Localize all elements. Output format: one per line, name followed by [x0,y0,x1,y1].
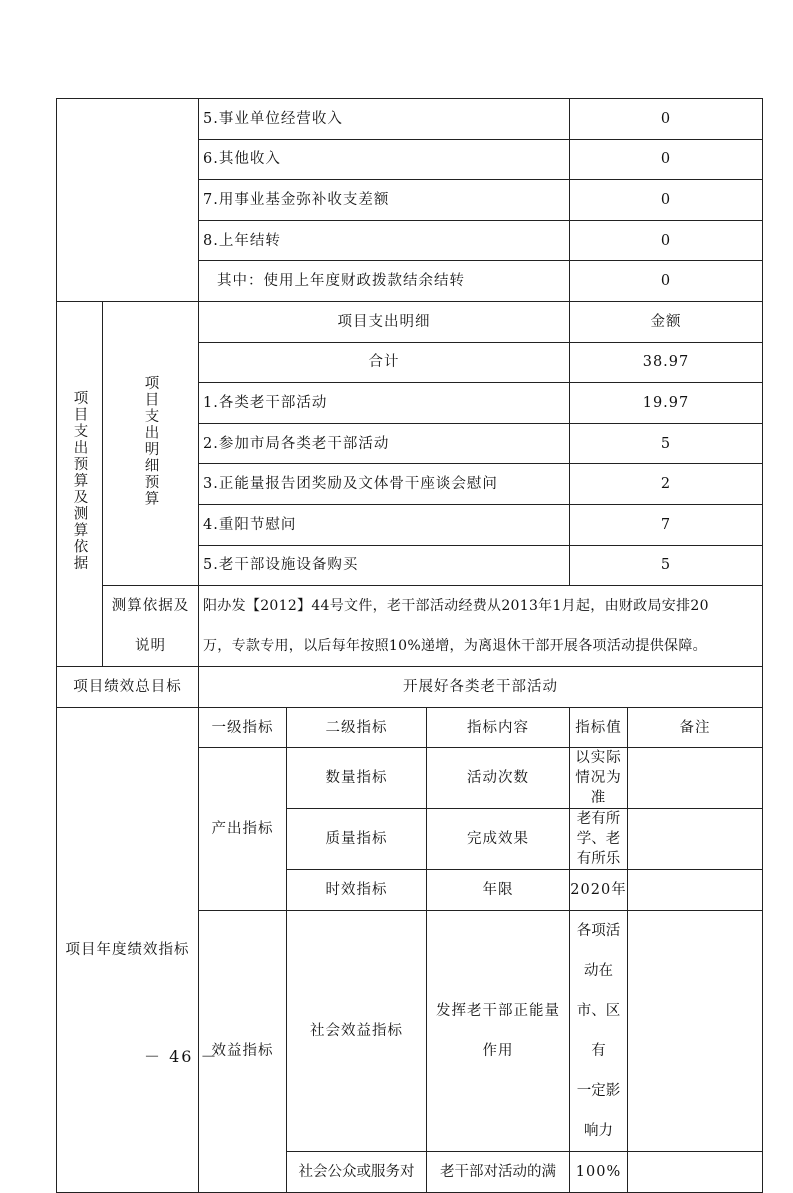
basis-label [103,586,199,667]
amount-header: 金额 [570,301,763,342]
goal-value: 开展好各类老干部活动 [199,667,763,708]
indicator-content-line1: 发挥老干部正能量 [436,1002,560,1019]
goal-label: 项目绩效总目标 [57,667,199,708]
expense-value: 7 [570,504,763,545]
output-indicator-label: 产出指标 [199,748,287,911]
indicators-label: 项目年度绩效指标 [57,707,199,1192]
level2-indicator: 数量指标 [287,748,427,809]
table-row [57,707,763,748]
income-label: 8.上年结转 [199,220,570,261]
indicator-value-line2: 一定影响力 [576,1082,621,1139]
expense-value: 2 [570,464,763,505]
expense-section-label [57,301,103,666]
page-number: － 46 － [144,1047,219,1066]
indicator-content: 老干部对活动的满 [427,1151,570,1192]
income-label: 6.其他收入 [199,139,570,180]
basis-label-line2: 说明 [135,638,166,655]
indicator-header: 二级指标 [287,707,427,748]
blank-cell [57,99,199,302]
income-value: 0 [570,139,763,180]
indicator-value [570,910,628,1151]
total-label: 合计 [199,342,570,383]
indicator-value: 以实际情况为准 [570,748,628,809]
expense-label: 2.参加市局各类老干部活动 [199,423,570,464]
indicator-header: 指标内容 [427,707,570,748]
income-label: 5.事业单位经营收入 [199,99,570,140]
indicator-content [427,910,570,1151]
income-label: 其中：使用上年度财政拨款结余结转 [199,261,570,302]
indicator-note [628,748,763,809]
income-label: 7.用事业基金弥补收支差额 [199,180,570,221]
expense-value: 5 [570,423,763,464]
basis-text-line1: 阳办发【2012】44号文件，老干部活动经费从2013年1月起，由财政局安排20 [203,598,709,615]
expense-value: 5 [570,545,763,586]
basis-label-line1: 测算依据及 [111,598,190,615]
indicator-value: 100% [570,1151,628,1192]
indicator-note [628,1151,763,1192]
total-value: 38.97 [570,342,763,383]
expense-label: 4.重阳节慰问 [199,504,570,545]
benefit-indicator-label: 效益指标 [199,910,287,1192]
indicator-note [628,870,763,911]
indicator-content: 完成效果 [427,809,570,870]
level2-indicator: 时效指标 [287,870,427,911]
budget-table [56,98,763,1193]
income-value: 0 [570,220,763,261]
indicator-content: 年限 [427,870,570,911]
income-value: 0 [570,261,763,302]
level2-indicator: 社会公众或服务对 [287,1151,427,1192]
expense-label: 5.老干部设施设备购买 [199,545,570,586]
indicator-header: 一级指标 [199,707,287,748]
expense-detail-label [103,301,199,585]
income-value: 0 [570,99,763,140]
indicator-content: 活动次数 [427,748,570,809]
expense-label: 1.各类老干部活动 [199,383,570,424]
expense-label: 3.正能量报告团奖励及文体骨干座谈会慰问 [199,464,570,505]
indicator-content-line2: 作用 [482,1042,514,1059]
income-value: 0 [570,180,763,221]
expense-detail-text: 项目支出明细预算 [142,374,159,507]
basis-text [199,586,763,667]
table-row [57,667,763,708]
indicator-note [628,910,763,1151]
indicator-value: 2020年 [570,870,628,911]
expense-value: 19.97 [570,383,763,424]
detail-header: 项目支出明细 [199,301,570,342]
basis-text-line2: 万，专款专用，以后每年按照10%递增，为离退休干部开展各项活动提供保障。 [203,638,707,655]
indicator-note [628,809,763,870]
indicator-value-line1: 各项活动在市、区有 [576,922,621,1059]
indicator-value: 老有所学、老有所乐 [570,809,628,870]
table-row [57,301,763,342]
expense-section-text: 项目支出预算及测算依据 [71,390,88,572]
table-row [57,99,763,140]
level2-indicator: 质量指标 [287,809,427,870]
level2-indicator: 社会效益指标 [287,910,427,1151]
indicator-header: 备注 [628,707,763,748]
indicator-header: 指标值 [570,707,628,748]
